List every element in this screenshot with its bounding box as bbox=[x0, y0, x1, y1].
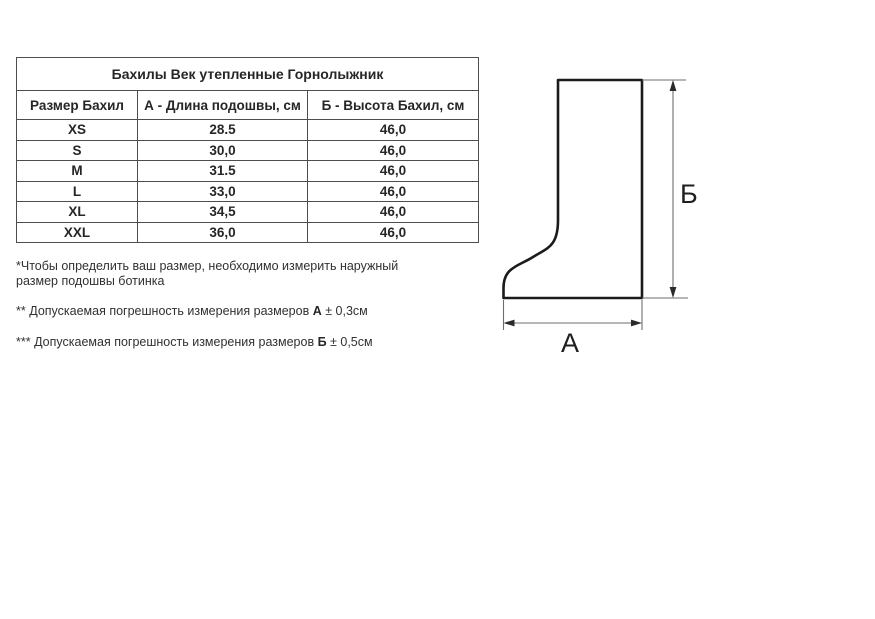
arrowhead-left-icon bbox=[504, 320, 515, 327]
cell-length: 31.5 bbox=[138, 161, 308, 182]
boot-diagram bbox=[490, 60, 710, 360]
footnote-stars: *** bbox=[16, 334, 31, 349]
footnote-text: Допускаемая погрешность измерения размеров bbox=[25, 304, 313, 318]
arrowhead-up-icon bbox=[670, 80, 677, 91]
col-header-size: Размер Бахил bbox=[17, 91, 138, 120]
height-dimension-label: Б bbox=[680, 179, 698, 209]
length-dimension-label: А bbox=[561, 328, 580, 358]
footnote-text: Допускаемая погрешность измерения размеров bbox=[30, 334, 318, 349]
cell-length: 30,0 bbox=[138, 140, 308, 161]
footnote-tolerance: ± 0,3см bbox=[321, 304, 368, 318]
table-row bbox=[17, 120, 479, 141]
footnote-dimension-letter: А bbox=[312, 304, 322, 318]
col-header-length: А - Длина подошвы, см bbox=[138, 91, 308, 120]
footnote-sizing bbox=[16, 259, 438, 288]
footnote-text: Чтобы определить ваш размер, необходимо измерить наружный размер подошвы ботинка bbox=[16, 259, 399, 288]
cell-length: 36,0 bbox=[138, 222, 308, 243]
arrowhead-down-icon bbox=[670, 287, 677, 298]
footnote-stars: ** bbox=[16, 304, 26, 318]
size-table bbox=[16, 57, 479, 243]
footnote-stars: * bbox=[16, 259, 21, 273]
boot-outline bbox=[504, 80, 643, 298]
table-row bbox=[17, 181, 479, 202]
cell-size: XS bbox=[17, 120, 138, 141]
cell-size: XL bbox=[17, 202, 138, 223]
cell-size: XXL bbox=[17, 222, 138, 243]
cell-length: 34,5 bbox=[138, 202, 308, 223]
cell-length: 33,0 bbox=[138, 181, 308, 202]
arrowhead-right-icon bbox=[631, 320, 642, 327]
footnote-tolerance-a bbox=[16, 304, 438, 319]
cell-size: M bbox=[17, 161, 138, 182]
footnote-tolerance-b bbox=[16, 335, 438, 350]
table-row bbox=[17, 222, 479, 243]
cell-size: S bbox=[17, 140, 138, 161]
table-title: Бахилы Век утепленные Горнолыжник bbox=[17, 58, 479, 91]
table-row bbox=[17, 161, 479, 182]
cell-height: 46,0 bbox=[308, 202, 479, 223]
col-header-height: Б - Высота Бахил, см bbox=[308, 91, 479, 120]
cell-size: L bbox=[17, 181, 138, 202]
cell-height: 46,0 bbox=[308, 181, 479, 202]
table-header-row bbox=[17, 91, 479, 120]
footnote-tolerance: ± 0,5см bbox=[326, 334, 373, 349]
footnote-dimension-letter: Б bbox=[317, 334, 327, 349]
footnotes bbox=[16, 259, 438, 365]
cell-height: 46,0 bbox=[308, 161, 479, 182]
cell-height: 46,0 bbox=[308, 222, 479, 243]
cell-height: 46,0 bbox=[308, 140, 479, 161]
table-row bbox=[17, 202, 479, 223]
cell-height: 46,0 bbox=[308, 120, 479, 141]
table-title-row bbox=[17, 58, 479, 91]
cell-length: 28.5 bbox=[138, 120, 308, 141]
table-row bbox=[17, 140, 479, 161]
